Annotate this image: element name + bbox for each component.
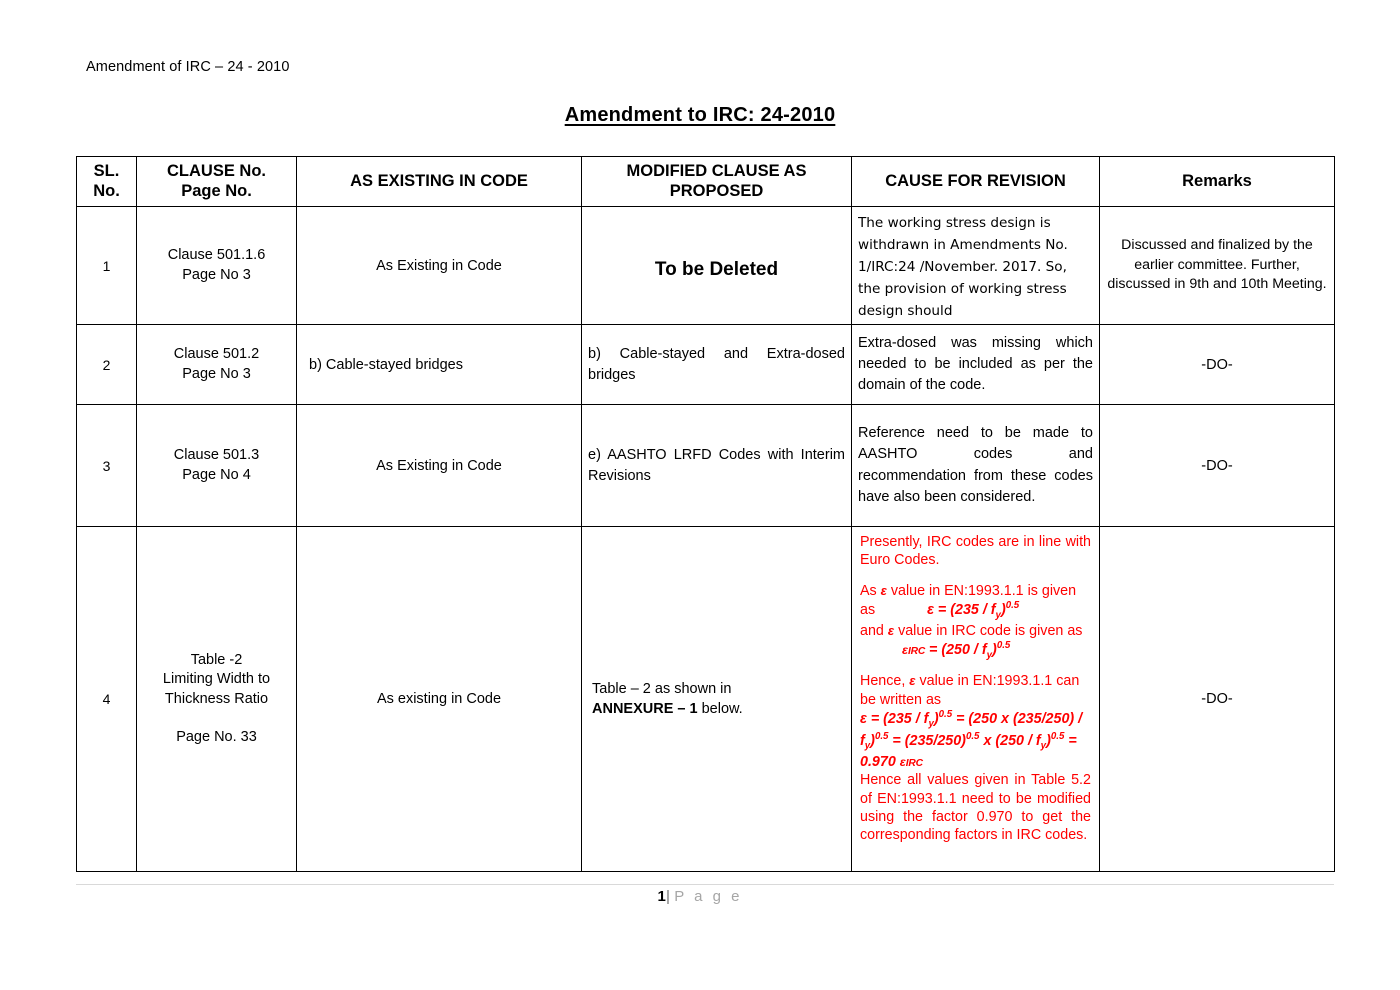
deriv-epsilon: ε [860, 710, 867, 727]
running-header: Amendment of IRC – 24 - 2010 [86, 59, 290, 75]
deriv-l2-mid: ) [870, 732, 875, 749]
formula1-sup: 0.5 [1005, 599, 1020, 611]
formula2-close: ) [992, 642, 997, 659]
footer-divider [76, 884, 1334, 885]
table-row [77, 207, 1335, 325]
deriv-l2-end: = (235/250) [888, 732, 966, 749]
table-header-row [77, 157, 1335, 207]
formula2-sup: 0.5 [996, 640, 1011, 652]
cell-remarks: -DO- [1100, 405, 1335, 527]
cell-sl-no: 2 [77, 325, 137, 405]
cause-para-3 [860, 622, 1091, 662]
cause-para-4 [860, 672, 1091, 709]
epsilon-symbol: ε [880, 582, 887, 598]
deriv-l1-end: = (250 x [952, 710, 1009, 727]
cell-clause-page [137, 405, 297, 527]
cause-text-clipped: The working stress design is withdrawn in Amendments No. 1/IRC:24 /November. 2017. So, the provision of working stress design should [858, 214, 1068, 319]
deriv-l1-mid: ) [933, 710, 939, 727]
clause-desc-line1: Limiting Width to [162, 671, 271, 688]
clause-number: Clause 501.2 [173, 345, 260, 362]
cause-para-5: Hence all values given in Table 5.2 of EN:1993.1.1 need to be modified using the factor 0.970 to get the corresponding factors in IRC codes. [860, 772, 1091, 844]
table-row [77, 405, 1335, 527]
column-header-sl-no [77, 157, 137, 207]
page-number: Page No 3 [182, 266, 251, 283]
formula-epsilon-irc [860, 640, 1011, 661]
sl-no-line1: SL. [93, 162, 120, 181]
page-number: Page No 4 [182, 466, 251, 483]
deriv-l2: (235/250) / f [860, 710, 1083, 749]
column-header-clause-no [137, 157, 297, 207]
formula1-close: ) [1000, 601, 1006, 618]
cell-modified-clause [582, 527, 852, 872]
column-header-remarks: Remarks [1100, 157, 1335, 207]
cell-modified-clause: b) Cable-stayed and Extra-dosed bridges [582, 325, 852, 405]
para2-lead: As [860, 582, 877, 599]
cell-remarks: Discussed and finalized by the earlier committee. Further, discussed in 9th and 10th Meeting. [1100, 207, 1335, 325]
para3-mid: value in IRC code is given as [898, 622, 1083, 639]
deriv-l1-sup: 0.5 [938, 708, 953, 720]
deriv-l3-irc: IRC [905, 758, 923, 770]
table-row [77, 325, 1335, 405]
modified-text-part1: Table – 2 as shown in [592, 680, 732, 697]
cell-modified-clause: To be Deleted [582, 207, 852, 325]
cell-as-existing: As Existing in Code [297, 207, 582, 325]
deriv-l3-sup: 0.5 [1050, 730, 1065, 742]
revision-cause-red-block [860, 533, 1091, 845]
epsilon-symbol: ε [909, 673, 916, 689]
formula2-epsilon: ε [902, 643, 908, 658]
deriv-l3-epsilon: ε [899, 755, 906, 770]
deriv-l2-sup: 0.5 [874, 730, 889, 742]
para4-mid: value in EN:1993.1.1 can be written as [860, 673, 1080, 708]
cell-clause-page [137, 325, 297, 405]
table-row [77, 527, 1335, 872]
annexure-reference: ANNEXURE – 1 [592, 701, 698, 717]
cell-as-existing: b) Cable-stayed bridges [297, 325, 582, 405]
cell-clause-page [137, 527, 297, 872]
para4-lead: Hence, [860, 673, 906, 690]
cell-remarks: -DO- [1100, 325, 1335, 405]
para2-mid: value in EN:1993.1.1 is given as [860, 582, 1077, 618]
deriv-l3: x (250 / f [983, 732, 1041, 749]
cell-sl-no: 4 [77, 527, 137, 872]
cell-cause-for-revision [852, 527, 1100, 872]
deriv-l2-sub: y [864, 740, 871, 752]
deriv-l3-end: = 0.970 [860, 732, 1077, 771]
deriv-l3-mid: ) [1046, 732, 1051, 749]
column-header-as-existing: AS EXISTING IN CODE [297, 157, 582, 207]
clause-line1: CLAUSE No. [167, 162, 266, 181]
page-footer [0, 888, 1400, 905]
amendment-table [76, 156, 1335, 872]
clause-line2: Page No. [181, 181, 252, 200]
formula1-body: = (235 / f [933, 601, 996, 618]
page-title: Amendment to IRC: 24-2010 [564, 104, 836, 126]
table-ref: Table -2 [190, 651, 243, 668]
page-number: Page No. 33 [176, 728, 257, 745]
cause-para-1: Presently, IRC codes are in line with Euro Codes. [860, 534, 1091, 569]
cell-as-existing: As Existing in Code [297, 405, 582, 527]
formula2-sub: y [986, 649, 993, 661]
sl-no-line2: No. [93, 181, 120, 200]
cell-sl-no: 3 [77, 405, 137, 527]
formula-epsilon-en [879, 599, 1020, 621]
cell-cause-for-revision: Reference need to be made to AASHTO codes and recommendation from these codes have also been considered. [852, 405, 1100, 527]
deriv-l1: = (235 / f [866, 710, 929, 727]
para3-lead: and [860, 622, 884, 639]
formula1-epsilon: ε [927, 601, 934, 618]
footer-separator: | [665, 888, 671, 905]
cell-cause-for-revision [852, 207, 1100, 325]
modified-line2: PROPOSED [669, 181, 764, 200]
clause-desc-line2: Thickness Ratio [164, 691, 269, 707]
modified-text-part2: below. [697, 701, 743, 717]
cell-clause-page [137, 207, 297, 325]
footer-page-number: 1 [657, 888, 666, 905]
clause-number: Clause 501.1.6 [167, 246, 266, 263]
cell-sl-no: 1 [77, 207, 137, 325]
deriv-l3-sub: y [1040, 740, 1047, 752]
cell-modified-clause: e) AASHTO LRFD Codes with Interim Revisions [582, 405, 852, 527]
formula1-sub: y [995, 609, 1001, 621]
deriv-l1-sub: y [928, 718, 934, 730]
cell-as-existing: As existing in Code [297, 527, 582, 872]
formula2-body: = (250 / f [925, 642, 987, 659]
column-header-modified-clause [582, 157, 852, 207]
clause-number: Clause 501.3 [173, 446, 260, 463]
formula2-sub-irc: IRC [907, 646, 926, 658]
epsilon-symbol: ε [887, 622, 895, 638]
modified-line1: MODIFIED CLAUSE AS [626, 162, 807, 181]
deriv-l2-sup2: 0.5 [965, 730, 980, 742]
derivation-formula [860, 709, 1091, 771]
amendment-table-wrapper [76, 156, 1334, 872]
page-number: Page No 3 [182, 365, 251, 382]
cause-para-2 [860, 582, 1091, 622]
column-header-cause-for-revision: CAUSE FOR REVISION [852, 157, 1100, 207]
cell-remarks: -DO- [1100, 527, 1335, 872]
cell-cause-for-revision: Extra-dosed was missing which needed to be included as per the domain of the code. [852, 325, 1100, 405]
footer-page-word: P a g e [674, 888, 743, 905]
